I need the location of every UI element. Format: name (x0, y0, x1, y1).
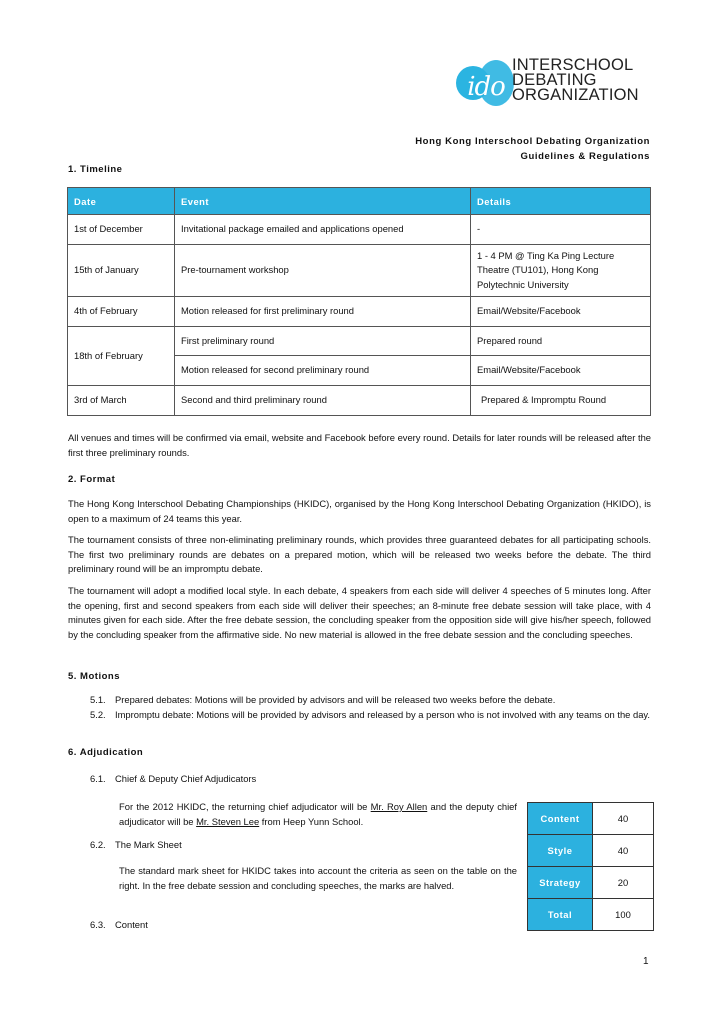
cell-details: 1 - 4 PM @ Ting Ka Ping Lecture Theatre (TU101), Hong Kong Polytechnic University (471, 245, 651, 297)
logo-emblem (456, 60, 514, 106)
cell-details: Email/Website/Facebook (471, 356, 651, 386)
subsection-heading (90, 918, 390, 934)
subsection-heading (90, 772, 390, 788)
list-number: 5.1. (90, 694, 106, 705)
chief-adjudicator-name: Mr. Roy Allen (370, 801, 428, 812)
table-row (68, 297, 651, 327)
cell-event: First preliminary round (175, 327, 471, 356)
column-header: Event (175, 188, 471, 215)
cell-event: Motion released for first preliminary round (175, 297, 471, 327)
header-doc-title: Guidelines & Regulations (520, 151, 650, 162)
column-header: Date (68, 188, 175, 215)
list-number: 5.2. (90, 709, 106, 720)
criterion-label: Strategy (528, 867, 593, 899)
cell-details: Prepared round (471, 327, 651, 356)
subsection-number: 6.3. (90, 919, 106, 930)
header-org: Hong Kong Interschool Debating Organization (415, 136, 650, 147)
timeline-note: All venues and times will be confirmed via email, website and Facebook before every round. Details for later rounds will be released after the first three preliminary rounds. (68, 432, 651, 458)
cell-date: 3rd of March (68, 386, 175, 416)
column-header: Details (471, 188, 651, 215)
cell-date: 18th of February (68, 327, 175, 386)
list-item (90, 693, 651, 709)
criterion-value: 40 (593, 803, 654, 835)
criterion-value: 40 (593, 835, 654, 867)
logo-line: ORGANIZATION (512, 86, 639, 104)
cell-details: Prepared & Impromptu Round (471, 386, 651, 416)
deputy-adjudicator-name: Mr. Steven Lee (196, 815, 260, 827)
subsection-title: Chief & Deputy Chief Adjudicators (115, 773, 257, 784)
logo-line: DEBATING (512, 71, 597, 89)
logo-mark: ido (467, 72, 505, 102)
list-text: Prepared debates: Motions will be provided by advisors and will be released two weeks before the debate. (115, 694, 556, 705)
mark-sheet-table (527, 802, 654, 931)
table-row (528, 803, 654, 835)
subsection-number: 6.1. (90, 773, 106, 784)
table-row (528, 867, 654, 899)
section-heading-timeline: 1. Timeline (68, 164, 123, 175)
table-row (68, 386, 651, 416)
criterion-label: Content (528, 803, 593, 835)
cell-details: - (471, 215, 651, 245)
document-header (415, 134, 650, 164)
cell-date: 1st of December (68, 215, 175, 245)
logo-line: INTERSCHOOL (512, 56, 634, 74)
criterion-value: 20 (593, 867, 654, 899)
table-row (68, 245, 651, 297)
ido-logo (456, 56, 656, 112)
mark-sheet-paragraph: The standard mark sheet for HKIDC takes into account the criteria as seen on the table on the right. In the free debate session and concluding speeches, the marks are halved. (119, 865, 517, 891)
table-row (68, 215, 651, 245)
cell-event: Second and third preliminary round (175, 386, 471, 416)
page-number: 1 (643, 956, 649, 967)
adjudicators-paragraph (119, 800, 517, 829)
timeline-table (67, 187, 651, 416)
subsection-heading (90, 838, 390, 854)
format-paragraph-2: The tournament consists of three non-eliminating preliminary rounds, which provides three guaranteed debates for all participating schools. The first two preliminary rounds are debates on a prepared motion, which will be released two weeks before the debate. The third preliminary round will be an impromptu debate. (68, 534, 651, 575)
criterion-value: 100 (593, 899, 654, 931)
section-heading-format: 2. Format (68, 474, 116, 485)
subsection-title: Content (115, 919, 148, 930)
subsection-title: The Mark Sheet (115, 839, 182, 850)
table-row (528, 835, 654, 867)
cell-event: Motion released for second preliminary round (175, 356, 471, 386)
cell-date: 4th of February (68, 297, 175, 327)
subsection-number: 6.2. (90, 839, 106, 850)
section-heading-motions: 5. Motions (68, 671, 120, 682)
section-heading-adjudication: 6. Adjudication (68, 747, 144, 758)
table-row (528, 899, 654, 931)
criterion-label: Total (528, 899, 593, 931)
logo-wordmark (512, 58, 662, 103)
list-text: Impromptu debate: Motions will be provided by advisors and released by a person who is not involved with any teams on the day. (115, 709, 651, 720)
format-paragraph-1: The Hong Kong Interschool Debating Championships (HKIDC), organised by the Hong Kong Interschool Debating Organization (HKIDO), is open to a maximum of 24 teams this year. (68, 498, 651, 524)
text-run: and the deputy chief adjudicator will be (119, 801, 517, 827)
table-row (68, 327, 651, 356)
cell-event: Pre-tournament workshop (175, 245, 471, 297)
cell-event: Invitational package emailed and applications opened (175, 215, 471, 245)
cell-date: 15th of January (68, 245, 175, 297)
format-paragraph-3: The tournament will adopt a modified local style. In each debate, 4 speakers from each side will deliver 4 speeches of 5 minutes long. After the opening, first and second speakers from each side will deliver their speeches; an 8-minute free debate session will take place, with 4 minutes given for each side. After the free debate session, the concluding speaker from the opposition side will give his/her speech, followed by the concluding speaker from the affirmative side. No new material is allowed in the free debate session and the concluding speeches. (68, 585, 651, 640)
text-run: from Heep Yunn School. (259, 815, 364, 827)
text-run: For the 2012 HKIDC, the returning chief adjudicator will be (119, 801, 371, 812)
cell-details: Email/Website/Facebook (471, 297, 651, 327)
table-header-row (68, 188, 651, 215)
list-item (90, 708, 651, 738)
criterion-label: Style (528, 835, 593, 867)
